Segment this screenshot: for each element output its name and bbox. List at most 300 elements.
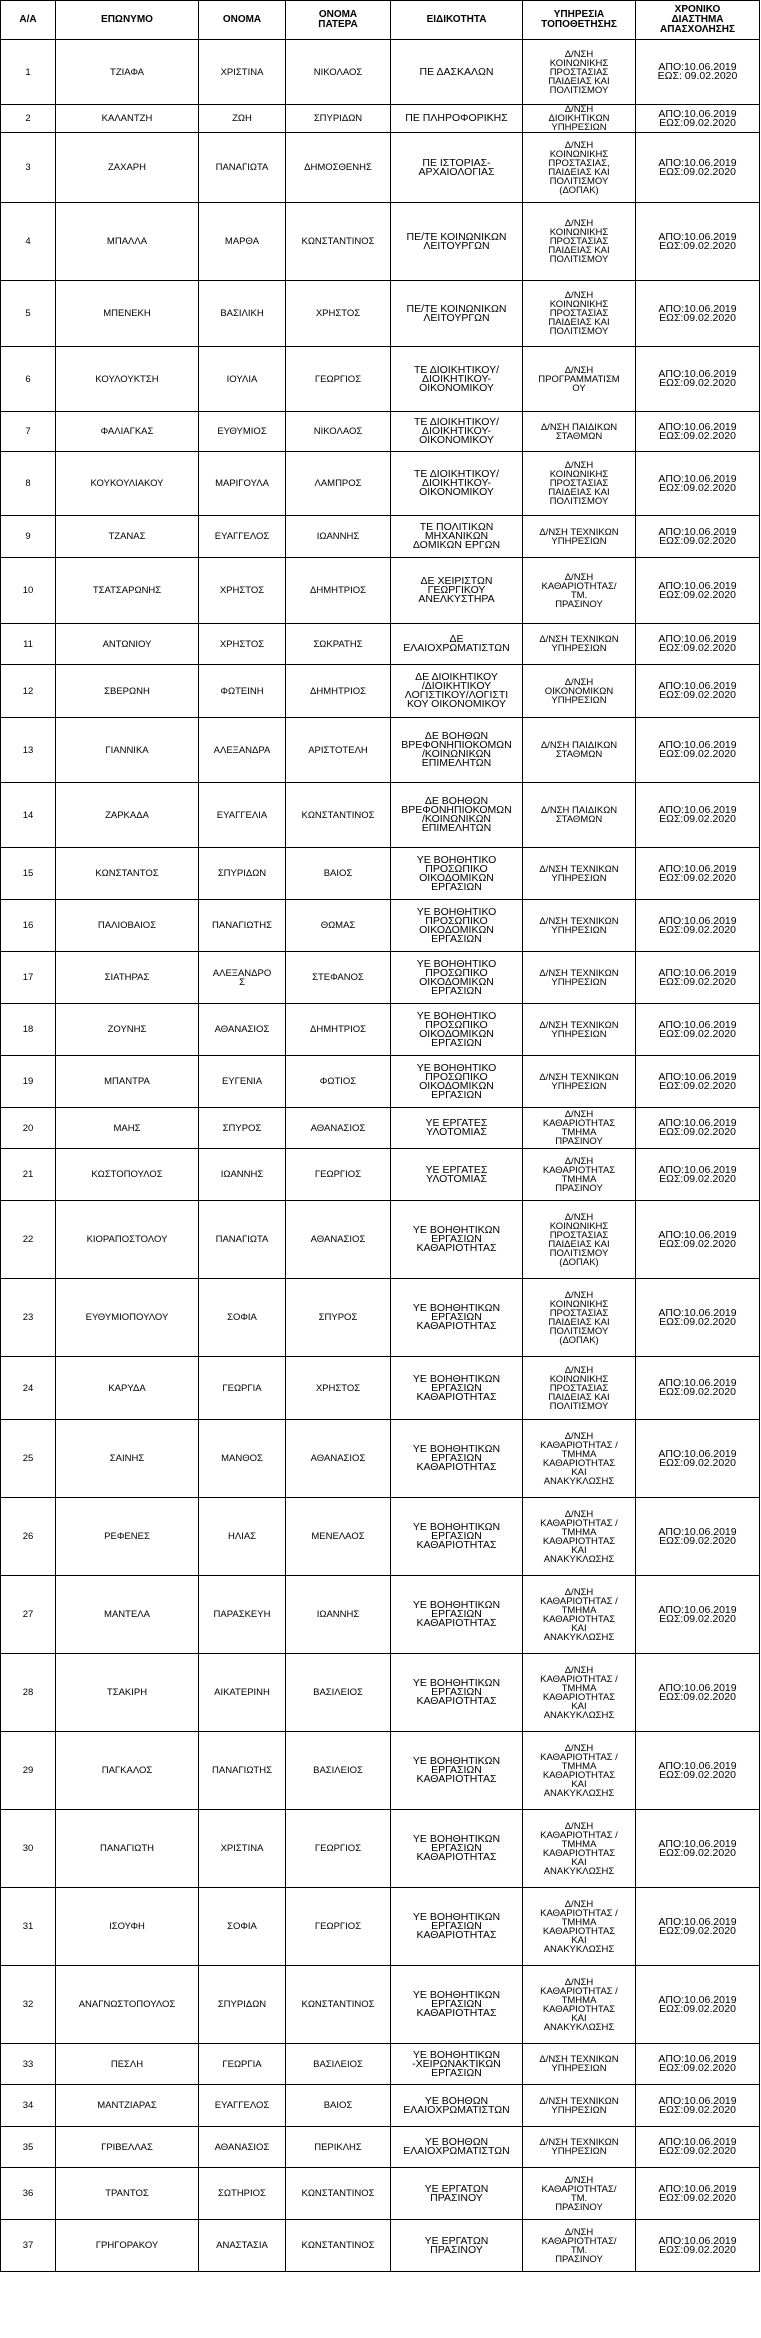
service-cell: Δ/ΝΣΗ ΚΑΘΑΡΙΟΤΗΤΑΣ / ΤΜΗΜΑ ΚΑΘΑΡΙΟΤΗΤΑΣ ΚΑΙ ΑΝΑΚΥΚΛΩΣΗΣ <box>523 1732 636 1810</box>
header-aa: Α/Α <box>1 1 56 40</box>
specialty-cell: ΥΕ ΒΟΗΘΗΤΙΚΩΝ ΕΡΓΑΣΙΩΝ ΚΑΘΑΡΙΟΤΗΤΑΣ <box>391 1810 523 1888</box>
surname-cell: ΚΩΣΤΟΠΟΥΛΟΣ <box>56 1149 199 1201</box>
service-cell: Δ/ΝΣΗ ΠΑΙΔΙΚΩΝ ΣΤΑΘΜΩΝ <box>523 412 636 452</box>
period-cell: ΑΠΟ:10.06.2019 ΕΩΣ:09.02.2020 <box>636 900 760 952</box>
father-name-cell: ΣΠΥΡΟΣ <box>286 1279 391 1357</box>
surname-cell: ΤΖΙΑΦΑ <box>56 40 199 105</box>
name-cell: ΓΕΩΡΓΙΑ <box>199 1357 286 1420</box>
row-number: 5 <box>1 281 56 347</box>
father-name-cell: ΧΡΗΣΤΟΣ <box>286 1357 391 1420</box>
name-cell: ΕΥΑΓΓΕΛΟΣ <box>199 2085 286 2127</box>
period-cell: ΑΠΟ:10.06.2019 ΕΩΣ:09.02.2020 <box>636 412 760 452</box>
father-name-cell: ΚΩΝΣΤΑΝΤΙΝΟΣ <box>286 783 391 848</box>
surname-cell: ΜΠΑΝΤΡΑ <box>56 1056 199 1108</box>
name-cell: ΕΥΑΓΓΕΛΙΑ <box>199 783 286 848</box>
surname-cell: ΓΡΗΓΟΡΑΚΟΥ <box>56 2220 199 2272</box>
table-row <box>1 452 760 516</box>
father-name-cell: ΔΗΜΗΤΡΙΟΣ <box>286 558 391 624</box>
father-name-cell: ΚΩΝΣΤΑΝΤΙΝΟΣ <box>286 1966 391 2044</box>
table-row <box>1 105 760 133</box>
service-cell: Δ/ΝΣΗ ΚΑΘΑΡΙΟΤΗΤΑΣ / ΤΜΗΜΑ ΚΑΘΑΡΙΟΤΗΤΑΣ ΚΑΙ ΑΝΑΚΥΚΛΩΣΗΣ <box>523 1420 636 1498</box>
table-row <box>1 1420 760 1498</box>
period-cell: ΑΠΟ:10.06.2019 ΕΩΣ:09.02.2020 <box>636 952 760 1004</box>
surname-cell: ΓΙΑΝΝΙΚΑ <box>56 718 199 783</box>
row-number: 36 <box>1 2168 56 2220</box>
service-cell: Δ/ΝΣΗ ΤΕΧΝΙΚΩΝ ΥΠΗΡΕΣΙΩΝ <box>523 2127 636 2168</box>
surname-cell: ΡΕΦΕΝΕΣ <box>56 1498 199 1576</box>
father-name-cell: ΑΘΑΝΑΣΙΟΣ <box>286 1201 391 1279</box>
service-cell: Δ/ΝΣΗ ΔΙΟΙΚΗΤΙΚΩΝ ΥΠΗΡΕΣΙΩΝ <box>523 105 636 133</box>
period-cell: ΑΠΟ:10.06.2019 ΕΩΣ:09.02.2020 <box>636 1654 760 1732</box>
table-row <box>1 203 760 281</box>
period-cell: ΑΠΟ:10.06.2019 ΕΩΣ:09.02.2020 <box>636 848 760 900</box>
header-name: ΟΝΟΜΑ <box>199 1 286 40</box>
specialty-cell: ΤΕ ΔΙΟΙΚΗΤΙΚΟΥ/ ΔΙΟΙΚΗΤΙΚΟΥ- ΟΙΚΟΝΟΜΙΚΟΥ <box>391 412 523 452</box>
father-name-cell: ΜΕΝΕΛΑΟΣ <box>286 1498 391 1576</box>
surname-cell: ΜΠΕΝΕΚΗ <box>56 281 199 347</box>
row-number: 6 <box>1 347 56 412</box>
specialty-cell: ΥΕ ΒΟΗΘΗΤΙΚΟ ΠΡΟΣΩΠΙΚΟ ΟΙΚΟΔΟΜΙΚΩΝ ΕΡΓΑΣΙΩΝ <box>391 952 523 1004</box>
surname-cell: ΣΙΑΤΗΡΑΣ <box>56 952 199 1004</box>
father-name-cell: ΔΗΜΗΤΡΙΟΣ <box>286 665 391 718</box>
period-cell: ΑΠΟ:10.06.2019 ΕΩΣ:09.02.2020 <box>636 2044 760 2085</box>
service-cell: Δ/ΝΣΗ ΚΑΘΑΡΙΟΤΗΤΑΣ ΤΜΗΜΑ ΠΡΑΣΙΝΟΥ <box>523 1108 636 1149</box>
table-row <box>1 1201 760 1279</box>
father-name-cell: ΚΩΝΣΤΑΝΤΙΝΟΣ <box>286 203 391 281</box>
service-cell: Δ/ΝΣΗ ΠΑΙΔΙΚΩΝ ΣΤΑΘΜΩΝ <box>523 718 636 783</box>
father-name-cell: ΛΑΜΠΡΟΣ <box>286 452 391 516</box>
name-cell: ΙΟΥΛΙΑ <box>199 347 286 412</box>
row-number: 21 <box>1 1149 56 1201</box>
period-cell: ΑΠΟ:10.06.2019 ΕΩΣ:09.02.2020 <box>636 281 760 347</box>
period-cell: ΑΠΟ:10.06.2019 ΕΩΣ:09.02.2020 <box>636 2127 760 2168</box>
father-name-cell: ΙΩΑΝΝΗΣ <box>286 1576 391 1654</box>
row-number: 4 <box>1 203 56 281</box>
table-row <box>1 900 760 952</box>
table-row <box>1 516 760 558</box>
row-number: 9 <box>1 516 56 558</box>
service-cell: Δ/ΝΣΗ ΚΟΙΝΩΝΙΚΗΣ ΠΡΟΣΤΑΣΙΑΣ ΠΑΙΔΕΙΑΣ ΚΑΙ ΠΟΛΙΤΙΣΜΟΥ <box>523 203 636 281</box>
service-cell: Δ/ΝΣΗ ΤΕΧΝΙΚΩΝ ΥΠΗΡΕΣΙΩΝ <box>523 900 636 952</box>
surname-cell: ΕΥΘΥΜΙΟΠΟΥΛΟΥ <box>56 1279 199 1357</box>
service-cell: Δ/ΝΣΗ ΤΕΧΝΙΚΩΝ ΥΠΗΡΕΣΙΩΝ <box>523 952 636 1004</box>
row-number: 23 <box>1 1279 56 1357</box>
service-cell: Δ/ΝΣΗ ΤΕΧΝΙΚΩΝ ΥΠΗΡΕΣΙΩΝ <box>523 624 636 665</box>
row-number: 10 <box>1 558 56 624</box>
period-cell: ΑΠΟ:10.06.2019 ΕΩΣ:09.02.2020 <box>636 452 760 516</box>
service-cell: Δ/ΝΣΗ ΟΙΚΟΝΟΜΙΚΩΝ ΥΠΗΡΕΣΙΩΝ <box>523 665 636 718</box>
specialty-cell: ΔΕ ΔΙΟΙΚΗΤΙΚΟΥ /ΔΙΟΙΚΗΤΙΚΟΥ ΛΟΓΙΣΤΙΚΟΥ/ΛΟΓΙΣΤΙ ΚΟΥ ΟΙΚΟΝΟΜΙΚΟΥ <box>391 665 523 718</box>
table-row <box>1 624 760 665</box>
father-name-cell: ΓΕΩΡΓΙΟΣ <box>286 1810 391 1888</box>
service-cell: Δ/ΝΣΗ ΚΑΘΑΡΙΟΤΗΤΑΣ ΤΜΗΜΑ ΠΡΑΣΙΝΟΥ <box>523 1149 636 1201</box>
specialty-cell: ΥΕ ΒΟΗΘΗΤΙΚΩΝ ΕΡΓΑΣΙΩΝ ΚΑΘΑΡΙΟΤΗΤΑΣ <box>391 1279 523 1357</box>
name-cell: ΕΥΘΥΜΙΟΣ <box>199 412 286 452</box>
period-cell: ΑΠΟ:10.06.2019 ΕΩΣ:09.02.2020 <box>636 105 760 133</box>
father-name-cell: ΚΩΝΣΤΑΝΤΙΝΟΣ <box>286 2168 391 2220</box>
name-cell: ΣΠΥΡΙΔΩΝ <box>199 848 286 900</box>
row-number: 28 <box>1 1654 56 1732</box>
specialty-cell: ΥΕ ΒΟΗΘΗΤΙΚΩΝ ΕΡΓΑΣΙΩΝ ΚΑΘΑΡΙΟΤΗΤΑΣ <box>391 1966 523 2044</box>
service-cell: Δ/ΝΣΗ ΤΕΧΝΙΚΩΝ ΥΠΗΡΕΣΙΩΝ <box>523 2085 636 2127</box>
specialty-cell: ΠΕ ΙΣΤΟΡΙΑΣ- ΑΡΧΑΙΟΛΟΓΙΑΣ <box>391 133 523 203</box>
name-cell: ΣΩΤΗΡΙΟΣ <box>199 2168 286 2220</box>
father-name-cell: ΦΩΤΙΟΣ <box>286 1056 391 1108</box>
table-row <box>1 665 760 718</box>
specialty-cell: ΥΕ ΒΟΗΘΗΤΙΚΩΝ -ΧΕΙΡΩΝΑΚΤΙΚΩΝ ΕΡΓΑΣΙΩΝ <box>391 2044 523 2085</box>
row-number: 18 <box>1 1004 56 1056</box>
service-cell: Δ/ΝΣΗ ΚΑΘΑΡΙΟΤΗΤΑΣ/ ΤΜ. ΠΡΑΣΙΝΟΥ <box>523 2168 636 2220</box>
surname-cell: ΑΝΤΩΝΙΟΥ <box>56 624 199 665</box>
row-number: 13 <box>1 718 56 783</box>
specialty-cell: ΥΕ ΒΟΗΘΗΤΙΚΩΝ ΕΡΓΑΣΙΩΝ ΚΑΘΑΡΙΟΤΗΤΑΣ <box>391 1888 523 1966</box>
table-row <box>1 952 760 1004</box>
name-cell: ΕΥΑΓΓΕΛΟΣ <box>199 516 286 558</box>
surname-cell: ΜΑΝΤΖΙΑΡΑΣ <box>56 2085 199 2127</box>
service-cell: Δ/ΝΣΗ ΤΕΧΝΙΚΩΝ ΥΠΗΡΕΣΙΩΝ <box>523 1004 636 1056</box>
header-father-name: ΟΝΟΜΑ ΠΑΤΕΡΑ <box>286 1 391 40</box>
period-cell: ΑΠΟ:10.06.2019 ΕΩΣ:09.02.2020 <box>636 718 760 783</box>
surname-cell: ΚΩΝΣΤΑΝΤΟΣ <box>56 848 199 900</box>
specialty-cell: ΥΕ ΒΟΗΘΗΤΙΚΩΝ ΕΡΓΑΣΙΩΝ ΚΑΘΑΡΙΟΤΗΤΑΣ <box>391 1732 523 1810</box>
father-name-cell: ΓΕΩΡΓΙΟΣ <box>286 1149 391 1201</box>
row-number: 33 <box>1 2044 56 2085</box>
table-row <box>1 1357 760 1420</box>
period-cell: ΑΠΟ:10.06.2019 ΕΩΣ:09.02.2020 <box>636 347 760 412</box>
specialty-cell: ΥΕ ΒΟΗΘΩΝ ΕΛΑΙΟΧΡΩΜΑΤΙΣΤΩΝ <box>391 2085 523 2127</box>
service-cell: Δ/ΝΣΗ ΚΑΘΑΡΙΟΤΗΤΑΣ / ΤΜΗΜΑ ΚΑΘΑΡΙΟΤΗΤΑΣ ΚΑΙ ΑΝΑΚΥΚΛΩΣΗΣ <box>523 1810 636 1888</box>
table-row <box>1 2044 760 2085</box>
surname-cell: ΖΟΥΝΗΣ <box>56 1004 199 1056</box>
service-cell: Δ/ΝΣΗ ΚΟΙΝΩΝΙΚΗΣ ΠΡΟΣΤΑΣΙΑΣ ΠΑΙΔΕΙΑΣ ΚΑΙ ΠΟΛΙΤΙΣΜΟΥ (ΔΟΠΑΚ) <box>523 1279 636 1357</box>
name-cell: ΠΑΝΑΓΙΩΤΗΣ <box>199 900 286 952</box>
row-number: 30 <box>1 1810 56 1888</box>
period-cell: ΑΠΟ:10.06.2019 ΕΩΣ:09.02.2020 <box>636 1357 760 1420</box>
row-number: 2 <box>1 105 56 133</box>
father-name-cell: ΘΩΜΑΣ <box>286 900 391 952</box>
period-cell: ΑΠΟ:10.06.2019 ΕΩΣ:09.02.2020 <box>636 783 760 848</box>
row-number: 16 <box>1 900 56 952</box>
table-row <box>1 1888 760 1966</box>
table-row <box>1 1149 760 1201</box>
father-name-cell: ΒΑΙΟΣ <box>286 848 391 900</box>
father-name-cell: ΒΑΣΙΛΕΙΟΣ <box>286 1732 391 1810</box>
surname-cell: ΠΑΓΚΑΛΟΣ <box>56 1732 199 1810</box>
specialty-cell: ΠΕ ΠΛΗΡΟΦΟΡΙΚΗΣ <box>391 105 523 133</box>
specialty-cell: ΥΕ ΕΡΓΑΤΕΣ ΥΛΟΤΟΜΙΑΣ <box>391 1149 523 1201</box>
table-row <box>1 2127 760 2168</box>
service-cell: Δ/ΝΣΗ ΚΑΘΑΡΙΟΤΗΤΑΣ / ΤΜΗΜΑ ΚΑΘΑΡΙΟΤΗΤΑΣ ΚΑΙ ΑΝΑΚΥΚΛΩΣΗΣ <box>523 1576 636 1654</box>
row-number: 12 <box>1 665 56 718</box>
table-row <box>1 783 760 848</box>
table-row <box>1 1732 760 1810</box>
name-cell: ΙΩΑΝΝΗΣ <box>199 1149 286 1201</box>
service-cell: Δ/ΝΣΗ ΚΑΘΑΡΙΟΤΗΤΑΣ / ΤΜΗΜΑ ΚΑΘΑΡΙΟΤΗΤΑΣ ΚΑΙ ΑΝΑΚΥΚΛΩΣΗΣ <box>523 1888 636 1966</box>
header-period: ΧΡΟΝΙΚΟ ΔΙΑΣΤΗΜΑ ΑΠΑΣΧΟΛΗΣΗΣ <box>636 1 760 40</box>
specialty-cell: ΥΕ ΕΡΓΑΤΕΣ ΥΛΟΤΟΜΙΑΣ <box>391 1108 523 1149</box>
row-number: 26 <box>1 1498 56 1576</box>
name-cell: ΑΛΕΞΑΝΔΡΟ Σ <box>199 952 286 1004</box>
name-cell: ΖΩΗ <box>199 105 286 133</box>
service-cell: Δ/ΝΣΗ ΚΑΘΑΡΙΟΤΗΤΑΣ / ΤΜΗΜΑ ΚΑΘΑΡΙΟΤΗΤΑΣ ΚΑΙ ΑΝΑΚΥΚΛΩΣΗΣ <box>523 1498 636 1576</box>
name-cell: ΦΩΤΕΙΝΗ <box>199 665 286 718</box>
specialty-cell: ΥΕ ΒΟΗΘΩΝ ΕΛΑΙΟΧΡΩΜΑΤΙΣΤΩΝ <box>391 2127 523 2168</box>
name-cell: ΣΟΦΙΑ <box>199 1279 286 1357</box>
service-cell: Δ/ΝΣΗ ΚΟΙΝΩΝΙΚΗΣ ΠΡΟΣΤΑΣΙΑΣ ΠΑΙΔΕΙΑΣ ΚΑΙ ΠΟΛΙΤΙΣΜΟΥ <box>523 281 636 347</box>
service-cell: Δ/ΝΣΗ ΚΟΙΝΩΝΙΚΗΣ ΠΡΟΣΤΑΣΙΑΣ ΠΑΙΔΕΙΑΣ ΚΑΙ ΠΟΛΙΤΙΣΜΟΥ <box>523 1357 636 1420</box>
table-row <box>1 848 760 900</box>
name-cell: ΧΡΗΣΤΟΣ <box>199 558 286 624</box>
name-cell: ΣΠΥΡΙΔΩΝ <box>199 1966 286 2044</box>
row-number: 20 <box>1 1108 56 1149</box>
father-name-cell: ΧΡΗΣΤΟΣ <box>286 281 391 347</box>
name-cell: ΠΑΝΑΓΙΩΤΑ <box>199 133 286 203</box>
father-name-cell: ΠΕΡΙΚΛΗΣ <box>286 2127 391 2168</box>
specialty-cell: ΠΕ/ΤΕ ΚΟΙΝΩΝΙΚΩΝ ΛΕΙΤΟΥΡΓΩΝ <box>391 203 523 281</box>
specialty-cell: ΠΕ ΔΑΣΚΑΛΩΝ <box>391 40 523 105</box>
name-cell: ΓΕΩΡΓΙΑ <box>199 2044 286 2085</box>
table-row <box>1 558 760 624</box>
service-cell: Δ/ΝΣΗ ΚΟΙΝΩΝΙΚΗΣ ΠΡΟΣΤΑΣΙΑΣ ΠΑΙΔΕΙΑΣ ΚΑΙ ΠΟΛΙΤΙΣΜΟΥ (ΔΟΠΑΚ) <box>523 1201 636 1279</box>
specialty-cell: ΔΕ ΕΛΑΙΟΧΡΩΜΑΤΙΣΤΩΝ <box>391 624 523 665</box>
period-cell: ΑΠΟ:10.06.2019 ΕΩΣ:09.02.2020 <box>636 2085 760 2127</box>
specialty-cell: ΥΕ ΒΟΗΘΗΤΙΚΟ ΠΡΟΣΩΠΙΚΟ ΟΙΚΟΔΟΜΙΚΩΝ ΕΡΓΑΣΙΩΝ <box>391 1004 523 1056</box>
father-name-cell: ΑΘΑΝΑΣΙΟΣ <box>286 1108 391 1149</box>
father-name-cell: ΒΑΣΙΛΕΙΟΣ <box>286 2044 391 2085</box>
name-cell: ΗΛΙΑΣ <box>199 1498 286 1576</box>
table-row <box>1 1056 760 1108</box>
row-number: 1 <box>1 40 56 105</box>
surname-cell: ΣΒΕΡΩΝΗ <box>56 665 199 718</box>
name-cell: ΜΑΝΘΟΣ <box>199 1420 286 1498</box>
period-cell: ΑΠΟ:10.06.2019 ΕΩΣ:09.02.2020 <box>636 2220 760 2272</box>
name-cell: ΑΙΚΑΤΕΡΙΝΗ <box>199 1654 286 1732</box>
name-cell: ΠΑΡΑΣΚΕΥΗ <box>199 1576 286 1654</box>
row-number: 19 <box>1 1056 56 1108</box>
table-row <box>1 412 760 452</box>
father-name-cell: ΣΤΕΦΑΝΟΣ <box>286 952 391 1004</box>
surname-cell: ΤΡΑΝΤΟΣ <box>56 2168 199 2220</box>
row-number: 37 <box>1 2220 56 2272</box>
father-name-cell: ΓΕΩΡΓΙΟΣ <box>286 1888 391 1966</box>
header-service: ΥΠΗΡΕΣΙΑ ΤΟΠΟΘΕΤΗΣΗΣ <box>523 1 636 40</box>
specialty-cell: ΔΕ ΧΕΙΡΙΣΤΩΝ ΓΕΩΡΓΙΚΟΥ ΑΝΕΛΚΥΣΤΗΡΑ <box>391 558 523 624</box>
specialty-cell: ΥΕ ΕΡΓΑΤΩΝ ΠΡΑΣΙΝΟΥ <box>391 2168 523 2220</box>
table-row <box>1 1576 760 1654</box>
service-cell: Δ/ΝΣΗ ΚΟΙΝΩΝΙΚΗΣ ΠΡΟΣΤΑΣΙΑΣ ΠΑΙΔΕΙΑΣ ΚΑΙ ΠΟΛΙΤΙΣΜΟΥ <box>523 452 636 516</box>
table-row <box>1 2168 760 2220</box>
specialty-cell: ΥΕ ΒΟΗΘΗΤΙΚΩΝ ΕΡΓΑΣΙΩΝ ΚΑΘΑΡΙΟΤΗΤΑΣ <box>391 1498 523 1576</box>
table-row <box>1 1498 760 1576</box>
period-cell: ΑΠΟ:10.06.2019 ΕΩΣ:09.02.2020 <box>636 203 760 281</box>
table-header <box>1 1 760 40</box>
period-cell: ΑΠΟ:10.06.2019 ΕΩΣ:09.02.2020 <box>636 624 760 665</box>
father-name-cell: ΚΩΝΣΤΑΝΤΙΝΟΣ <box>286 2220 391 2272</box>
surname-cell: ΚΟΥΚΟΥΛΙΑΚΟΥ <box>56 452 199 516</box>
service-cell: Δ/ΝΣΗ ΚΟΙΝΩΝΙΚΗΣ ΠΡΟΣΤΑΣΙΑΣ, ΠΑΙΔΕΙΑΣ ΚΑΙ ΠΟΛΙΤΙΣΜΟΥ (ΔΟΠΑΚ) <box>523 133 636 203</box>
row-number: 24 <box>1 1357 56 1420</box>
surname-cell: ΠΕΣΛΗ <box>56 2044 199 2085</box>
name-cell: ΜΑΡΙΓΟΥΛΑ <box>199 452 286 516</box>
name-cell: ΧΡΗΣΤΟΣ <box>199 624 286 665</box>
period-cell: ΑΠΟ:10.06.2019 ΕΩΣ:09.02.2020 <box>636 1420 760 1498</box>
name-cell: ΧΡΙΣΤΙΝΑ <box>199 40 286 105</box>
surname-cell: ΤΣΑΚΙΡΗ <box>56 1654 199 1732</box>
surname-cell: ΠΑΛΙΟΒΑΙΟΣ <box>56 900 199 952</box>
surname-cell: ΦΑΛΙΑΓΚΑΣ <box>56 412 199 452</box>
name-cell: ΑΘΑΝΑΣΙΟΣ <box>199 1004 286 1056</box>
table-row <box>1 718 760 783</box>
service-cell: Δ/ΝΣΗ ΤΕΧΝΙΚΩΝ ΥΠΗΡΕΣΙΩΝ <box>523 848 636 900</box>
specialty-cell: ΠΕ/ΤΕ ΚΟΙΝΩΝΙΚΩΝ ΛΕΙΤΟΥΡΓΩΝ <box>391 281 523 347</box>
surname-cell: ΣΑΙΝΗΣ <box>56 1420 199 1498</box>
service-cell: Δ/ΝΣΗ ΠΑΙΔΙΚΩΝ ΣΤΑΘΜΩΝ <box>523 783 636 848</box>
row-number: 25 <box>1 1420 56 1498</box>
service-cell: Δ/ΝΣΗ ΚΑΘΑΡΙΟΤΗΤΑΣ / ΤΜΗΜΑ ΚΑΘΑΡΙΟΤΗΤΑΣ ΚΑΙ ΑΝΑΚΥΚΛΩΣΗΣ <box>523 1654 636 1732</box>
period-cell: ΑΠΟ:10.06.2019 ΕΩΣ:09.02.2020 <box>636 133 760 203</box>
father-name-cell: ΑΘΑΝΑΣΙΟΣ <box>286 1420 391 1498</box>
period-cell: ΑΠΟ:10.06.2019 ΕΩΣ:09.02.2020 <box>636 1004 760 1056</box>
father-name-cell: ΒΑΣΙΛΕΙΟΣ <box>286 1654 391 1732</box>
surname-cell: ΤΣΑΤΣΑΡΩΝΗΣ <box>56 558 199 624</box>
surname-cell: ΠΑΝΑΓΙΩΤΗ <box>56 1810 199 1888</box>
name-cell: ΠΑΝΑΓΙΩΤΗΣ <box>199 1732 286 1810</box>
period-cell: ΑΠΟ:10.06.2019 ΕΩΣ: 09.02.2020 <box>636 40 760 105</box>
header-specialty: ΕΙΔΙΚΟΤΗΤΑ <box>391 1 523 40</box>
table-row <box>1 1966 760 2044</box>
period-cell: ΑΠΟ:10.06.2019 ΕΩΣ:09.02.2020 <box>636 558 760 624</box>
row-number: 11 <box>1 624 56 665</box>
service-cell: Δ/ΝΣΗ ΚΑΘΑΡΙΟΤΗΤΑΣ / ΤΜΗΜΑ ΚΑΘΑΡΙΟΤΗΤΑΣ ΚΑΙ ΑΝΑΚΥΚΛΩΣΗΣ <box>523 1966 636 2044</box>
table-row <box>1 133 760 203</box>
specialty-cell: ΤΕ ΔΙΟΙΚΗΤΙΚΟΥ/ ΔΙΟΙΚΗΤΙΚΟΥ- ΟΙΚΟΝΟΜΙΚΟΥ <box>391 452 523 516</box>
table-row <box>1 1108 760 1149</box>
name-cell: ΒΑΣΙΛΙΚΗ <box>199 281 286 347</box>
specialty-cell: ΤΕ ΔΙΟΙΚΗΤΙΚΟΥ/ ΔΙΟΙΚΗΤΙΚΟΥ- ΟΙΚΟΝΟΜΙΚΟΥ <box>391 347 523 412</box>
service-cell: Δ/ΝΣΗ ΤΕΧΝΙΚΩΝ ΥΠΗΡΕΣΙΩΝ <box>523 1056 636 1108</box>
father-name-cell: ΣΩΚΡΑΤΗΣ <box>286 624 391 665</box>
specialty-cell: ΥΕ ΒΟΗΘΗΤΙΚΩΝ ΕΡΓΑΣΙΩΝ ΚΑΘΑΡΙΟΤΗΤΑΣ <box>391 1654 523 1732</box>
row-number: 22 <box>1 1201 56 1279</box>
specialty-cell: ΥΕ ΒΟΗΘΗΤΙΚΩΝ ΕΡΓΑΣΙΩΝ ΚΑΘΑΡΙΟΤΗΤΑΣ <box>391 1357 523 1420</box>
row-number: 8 <box>1 452 56 516</box>
table-row <box>1 1654 760 1732</box>
row-number: 32 <box>1 1966 56 2044</box>
surname-cell: ΜΑΗΣ <box>56 1108 199 1149</box>
surname-cell: ΚΑΡΥΔΑ <box>56 1357 199 1420</box>
period-cell: ΑΠΟ:10.06.2019 ΕΩΣ:09.02.2020 <box>636 1732 760 1810</box>
name-cell: ΠΑΝΑΓΙΩΤΑ <box>199 1201 286 1279</box>
father-name-cell: ΔΗΜΟΣΘΕΝΗΣ <box>286 133 391 203</box>
table-row <box>1 40 760 105</box>
surname-cell: ΖΑΧΑΡΗ <box>56 133 199 203</box>
period-cell: ΑΠΟ:10.06.2019 ΕΩΣ:09.02.2020 <box>636 2168 760 2220</box>
service-cell: Δ/ΝΣΗ ΚΑΘΑΡΙΟΤΗΤΑΣ/ ΤΜ. ΠΡΑΣΙΝΟΥ <box>523 558 636 624</box>
table-row <box>1 1810 760 1888</box>
name-cell: ΣΠΥΡΟΣ <box>199 1108 286 1149</box>
surname-cell: ΙΣΟΥΦΗ <box>56 1888 199 1966</box>
specialty-cell: ΔΕ ΒΟΗΘΩΝ ΒΡΕΦΟΝΗΠΙΟΚΟΜΩΝ /ΚΟΙΝΩΝΙΚΩΝ ΕΠΙΜΕΛΗΤΩΝ <box>391 783 523 848</box>
header-surname: ΕΠΩΝΥΜΟ <box>56 1 199 40</box>
header-row <box>1 1 760 40</box>
surname-cell: ΤΖΑΝΑΣ <box>56 516 199 558</box>
specialty-cell: ΤΕ ΠΟΛΙΤΙΚΩΝ ΜΗΧΑΝΙΚΩΝ ΔΟΜΙΚΩΝ ΕΡΓΩΝ <box>391 516 523 558</box>
table-row <box>1 2085 760 2127</box>
specialty-cell: ΥΕ ΒΟΗΘΗΤΙΚΟ ΠΡΟΣΩΠΙΚΟ ΟΙΚΟΔΟΜΙΚΩΝ ΕΡΓΑΣΙΩΝ <box>391 1056 523 1108</box>
period-cell: ΑΠΟ:10.06.2019 ΕΩΣ:09.02.2020 <box>636 516 760 558</box>
surname-cell: ΜΑΝΤΕΛΑ <box>56 1576 199 1654</box>
table-row <box>1 347 760 412</box>
table-row <box>1 1004 760 1056</box>
period-cell: ΑΠΟ:10.06.2019 ΕΩΣ:09.02.2020 <box>636 1498 760 1576</box>
row-number: 7 <box>1 412 56 452</box>
name-cell: ΑΝΑΣΤΑΣΙΑ <box>199 2220 286 2272</box>
name-cell: ΧΡΙΣΤΙΝΑ <box>199 1810 286 1888</box>
period-cell: ΑΠΟ:10.06.2019 ΕΩΣ:09.02.2020 <box>636 665 760 718</box>
specialty-cell: ΥΕ ΒΟΗΘΗΤΙΚΩΝ ΕΡΓΑΣΙΩΝ ΚΑΘΑΡΙΟΤΗΤΑΣ <box>391 1420 523 1498</box>
specialty-cell: ΥΕ ΒΟΗΘΗΤΙΚΩΝ ΕΡΓΑΣΙΩΝ ΚΑΘΑΡΙΟΤΗΤΑΣ <box>391 1576 523 1654</box>
table-row <box>1 1279 760 1357</box>
row-number: 15 <box>1 848 56 900</box>
specialty-cell: ΔΕ ΒΟΗΘΩΝ ΒΡΕΦΟΝΗΠΙΟΚΟΜΩΝ /ΚΟΙΝΩΝΙΚΩΝ ΕΠΙΜΕΛΗΤΩΝ <box>391 718 523 783</box>
father-name-cell: ΝΙΚΟΛΑΟΣ <box>286 412 391 452</box>
period-cell: ΑΠΟ:10.06.2019 ΕΩΣ:09.02.2020 <box>636 1888 760 1966</box>
surname-cell: ΚΑΛΑΝΤΖΗ <box>56 105 199 133</box>
period-cell: ΑΠΟ:10.06.2019 ΕΩΣ:09.02.2020 <box>636 1576 760 1654</box>
period-cell: ΑΠΟ:10.06.2019 ΕΩΣ:09.02.2020 <box>636 1201 760 1279</box>
father-name-cell: ΑΡΙΣΤΟΤΕΛΗ <box>286 718 391 783</box>
father-name-cell: ΣΠΥΡΙΔΩΝ <box>286 105 391 133</box>
father-name-cell: ΔΗΜΗΤΡΙΟΣ <box>286 1004 391 1056</box>
name-cell: ΣΟΦΙΑ <box>199 1888 286 1966</box>
row-number: 14 <box>1 783 56 848</box>
service-cell: Δ/ΝΣΗ ΚΑΘΑΡΙΟΤΗΤΑΣ/ ΤΜ. ΠΡΑΣΙΝΟΥ <box>523 2220 636 2272</box>
specialty-cell: ΥΕ ΒΟΗΘΗΤΙΚΟ ΠΡΟΣΩΠΙΚΟ ΟΙΚΟΔΟΜΙΚΩΝ ΕΡΓΑΣΙΩΝ <box>391 848 523 900</box>
surname-cell: ΜΠΑΛΛΑ <box>56 203 199 281</box>
surname-cell: ΑΝΑΓΝΩΣΤΟΠΟΥΛΟΣ <box>56 1966 199 2044</box>
specialty-cell: ΥΕ ΒΟΗΘΗΤΙΚΟ ΠΡΟΣΩΠΙΚΟ ΟΙΚΟΔΟΜΙΚΩΝ ΕΡΓΑΣΙΩΝ <box>391 900 523 952</box>
row-number: 35 <box>1 2127 56 2168</box>
period-cell: ΑΠΟ:10.06.2019 ΕΩΣ:09.02.2020 <box>636 1279 760 1357</box>
row-number: 3 <box>1 133 56 203</box>
row-number: 31 <box>1 1888 56 1966</box>
period-cell: ΑΠΟ:10.06.2019 ΕΩΣ:09.02.2020 <box>636 1056 760 1108</box>
father-name-cell: ΒΑΙΟΣ <box>286 2085 391 2127</box>
name-cell: ΑΛΕΞΑΝΔΡΑ <box>199 718 286 783</box>
period-cell: ΑΠΟ:10.06.2019 ΕΩΣ:09.02.2020 <box>636 1966 760 2044</box>
name-cell: ΑΘΑΝΑΣΙΟΣ <box>199 2127 286 2168</box>
service-cell: Δ/ΝΣΗ ΚΟΙΝΩΝΙΚΗΣ ΠΡΟΣΤΑΣΙΑΣ ΠΑΙΔΕΙΑΣ ΚΑΙ ΠΟΛΙΤΙΣΜΟΥ <box>523 40 636 105</box>
surname-cell: ΚΙΟΡΑΠΟΣΤΟΛΟΥ <box>56 1201 199 1279</box>
surname-cell: ΓΡΙΒΕΛΛΑΣ <box>56 2127 199 2168</box>
surname-cell: ΖΑΡΚΑΔΑ <box>56 783 199 848</box>
name-cell: ΜΑΡΘΑ <box>199 203 286 281</box>
service-cell: Δ/ΝΣΗ ΤΕΧΝΙΚΩΝ ΥΠΗΡΕΣΙΩΝ <box>523 516 636 558</box>
table-body <box>1 40 760 2272</box>
period-cell: ΑΠΟ:10.06.2019 ΕΩΣ:09.02.2020 <box>636 1108 760 1149</box>
row-number: 29 <box>1 1732 56 1810</box>
table-row <box>1 281 760 347</box>
period-cell: ΑΠΟ:10.06.2019 ΕΩΣ:09.02.2020 <box>636 1149 760 1201</box>
row-number: 17 <box>1 952 56 1004</box>
surname-cell: ΚΟΥΛΟΥΚΤΣΗ <box>56 347 199 412</box>
table-row <box>1 2220 760 2272</box>
father-name-cell: ΓΕΩΡΓΙΟΣ <box>286 347 391 412</box>
period-cell: ΑΠΟ:10.06.2019 ΕΩΣ:09.02.2020 <box>636 1810 760 1888</box>
row-number: 27 <box>1 1576 56 1654</box>
father-name-cell: ΙΩΑΝΝΗΣ <box>286 516 391 558</box>
row-number: 34 <box>1 2085 56 2127</box>
